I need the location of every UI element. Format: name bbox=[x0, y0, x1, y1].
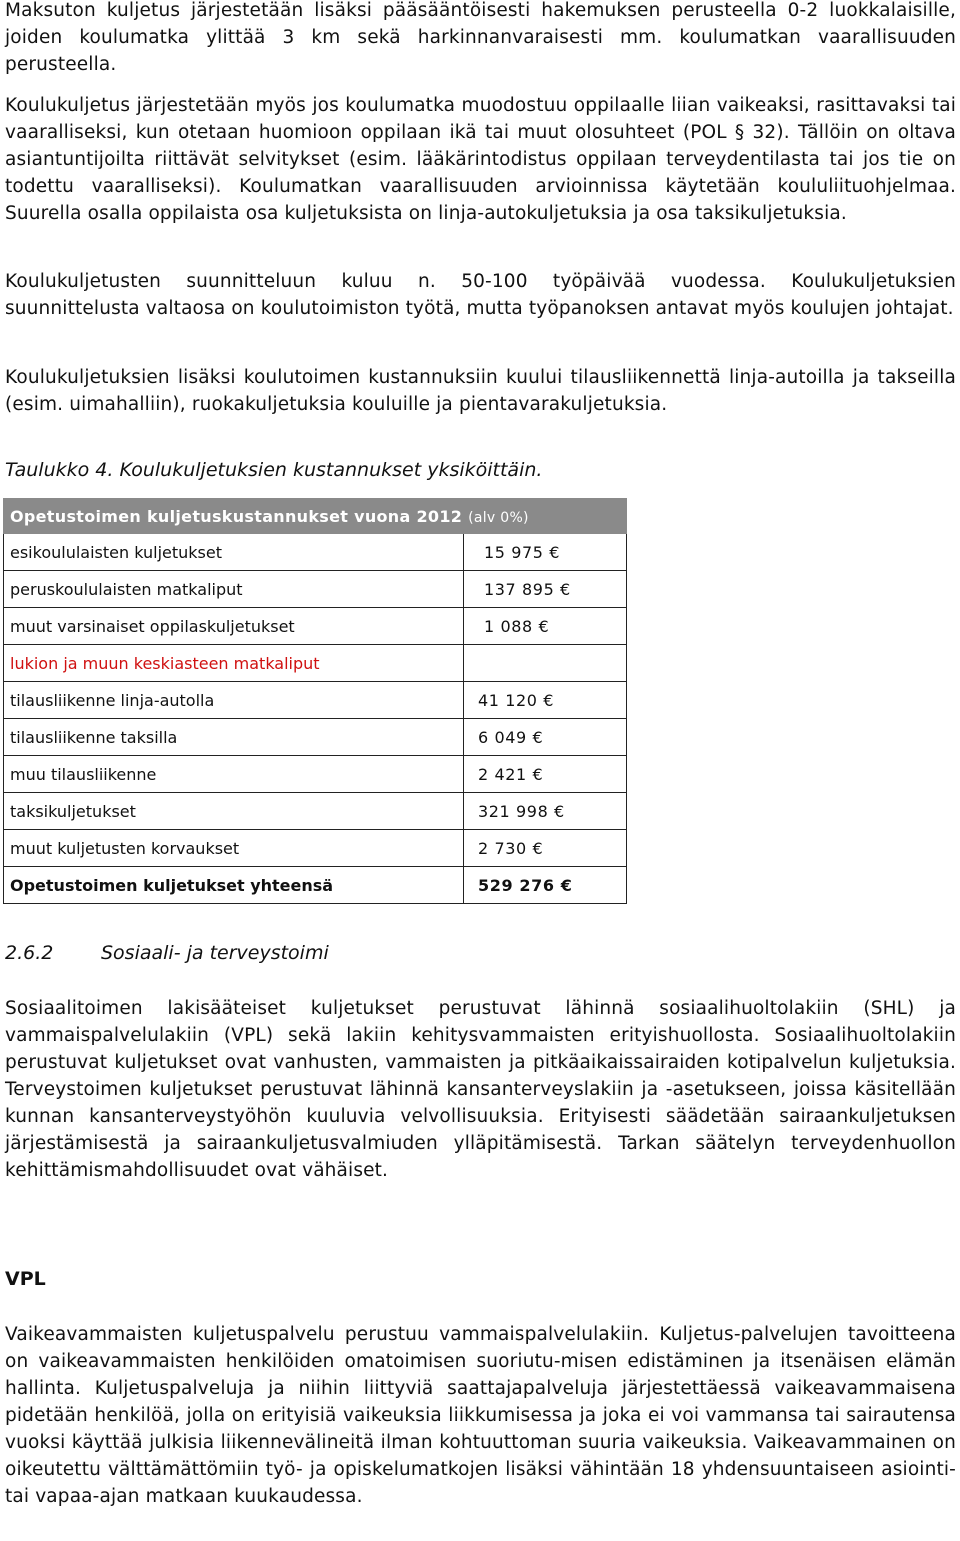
table-row bbox=[4, 645, 627, 682]
paragraph-school-transport-conditions: Koulukuljetus järjestetään myös jos koulumatka muodostuu oppilaalle liian vaikeaksi, rasittavaksi tai vaaralliseksi, kun otetaan huomioon oppilaan ikä tai muut olosuhteet (POL § 32). Tällöin on oltava asiantuntijoilta riittävät selvitykset (esim. lääkärintodistus oppilaan terveydentilasta tai jos tie on todettu vaaralliseksi). Koulumatkan vaarallisuuden arvioinnissa käytetään koululiituohjelmaa. Suurella osalla oppilaista osa kuljetuksista on linja-autokuljetuksia ja osa taksikuljetuksia. bbox=[5, 95, 956, 224]
amount-value bbox=[470, 654, 478, 673]
paragraph-social-health-transport: Sosiaalitoimen lakisääteiset kuljetukset perustuvat lähinnä sosiaalihuoltolakiin (SHL) ja vammaispalvelulakiin (VPL) sekä lakiin kehitysvammaisten erityishuollosta. Sosiaalihuoltolakiin perustuvat kuljetukset ovat vanhusten, vammaisten ja pitkäaikaissairaiden kotipalvelun kuljetuksia. Terveystoimen kuljetukset perustuvat lähinnä kansanterveyslakiin ja -asetukseen, joissa käsitellään kunnan kansanterveystyöhön kuuluvia velvollisuuksia. Erityisesti säädetään sairaankuljetuksen järjestämisestä ja sairaankuljetusvalmiuden ylläpitämisestä. Tarkan säätelyn terveydenhuollon kehittämismahdollisuudet ovat vähäiset. bbox=[5, 998, 956, 1181]
row-label: esikoululaisten kuljetukset bbox=[4, 534, 464, 571]
row-amount bbox=[464, 756, 627, 793]
row-amount bbox=[464, 534, 627, 571]
amount-value: 137 895 € bbox=[484, 579, 571, 599]
table-header-row bbox=[4, 499, 627, 534]
table-caption: Taulukko 4. Koulukuljetuksien kustannukset yksiköittäin. bbox=[5, 459, 543, 481]
paragraph-other-costs: Koulukuljetuksien lisäksi koulutoimen kustannuksiin kuului tilausliikennettä linja-autoilla ja takseilla (esim. uimahalliin), ruokakuljetuksia kouluille ja pientavarakuljetuksia. bbox=[5, 367, 956, 415]
total-amount-value: 529 276 € bbox=[478, 875, 573, 895]
row-amount bbox=[464, 793, 627, 830]
row-label: muu tilausliikenne bbox=[4, 756, 464, 793]
row-amount bbox=[464, 682, 627, 719]
table-row bbox=[4, 608, 627, 645]
row-label: peruskoululaisten matkaliput bbox=[4, 571, 464, 608]
amount-value: 321 998 € bbox=[478, 801, 565, 821]
row-label: tilausliikenne taksilla bbox=[4, 719, 464, 756]
paragraph-transport-planning: Koulukuljetusten suunnitteluun kuluu n. 50-100 työpäivää vuodessa. Koulukuljetuksien suunnittelusta valtaosa on koulutoimiston työtä, mutta työpanoksen antavat myös koulujen johtajat. bbox=[5, 271, 956, 319]
total-label: Opetustoimen kuljetukset yhteensä bbox=[4, 867, 464, 904]
row-amount bbox=[464, 830, 627, 867]
table-row bbox=[4, 534, 627, 571]
amount-value: 1 088 € bbox=[484, 616, 550, 636]
table-row bbox=[4, 756, 627, 793]
total-amount bbox=[464, 867, 627, 904]
row-label: tilausliikenne linja-autolla bbox=[4, 682, 464, 719]
section-heading bbox=[5, 940, 329, 967]
row-label: muut kuljetusten korvaukset bbox=[4, 830, 464, 867]
table-row bbox=[4, 571, 627, 608]
amount-value: 15 975 € bbox=[484, 542, 561, 562]
table-row bbox=[4, 793, 627, 830]
row-amount bbox=[464, 645, 627, 682]
amount-value: 6 049 € bbox=[478, 727, 544, 747]
amount-value: 41 120 € bbox=[478, 690, 555, 710]
table-header-vat: (alv 0%) bbox=[468, 509, 529, 526]
table-row bbox=[4, 682, 627, 719]
row-amount bbox=[464, 608, 627, 645]
table-total-row bbox=[4, 867, 627, 904]
amount-value: 2 730 € bbox=[478, 838, 544, 858]
table-row bbox=[4, 830, 627, 867]
table-header-cell bbox=[4, 499, 627, 534]
row-label: taksikuljetukset bbox=[4, 793, 464, 830]
row-label: lukion ja muun keskiasteen matkaliput bbox=[4, 645, 464, 682]
row-amount bbox=[464, 571, 627, 608]
paragraph-free-transport: Maksuton kuljetus järjestetään lisäksi pääsääntöisesti hakemuksen perusteella 0-2 luokkalaisille, joiden koulumatka ylittää 3 km sekä harkinnanvaraisesti mm. koulumatkan vaarallisuuden perusteella. bbox=[5, 0, 956, 75]
section-number: 2.6.2 bbox=[5, 942, 54, 964]
table-row bbox=[4, 719, 627, 756]
row-amount bbox=[464, 719, 627, 756]
vpl-heading: VPL bbox=[5, 1268, 46, 1290]
amount-value: 2 421 € bbox=[478, 764, 544, 784]
transport-costs-table bbox=[3, 498, 627, 904]
paragraph-vpl-transport: Vaikeavammaisten kuljetuspalvelu perustuu vammaispalvelulakiin. Kuljetus-palvelujen tavoitteena on vaikeavammaisten henkilöiden omatoimisen suoriutu-misen edistäminen ja itsenäisen elämän hallinta. Kuljetuspalveluja ja niihin liittyviä saattajapalveluja järjestettäessä vaikeavammaisena pidetään henkilöä, jolla on erityisiä vaikeuksia liikkumisessa ja joka ei voi vammansa tai sairautensa vuoksi käyttää julkisia liikennevälineitä ilman kohtuuttoman suuria vaikeuksia. Vaikeavammainen on oikeutettu välttämättömiin työ- ja opiskelumatkojen lisäksi vähintään 18 yhdensuuntaiseen asiointi- tai vapaa-ajan matkaan kuukaudessa. bbox=[5, 1324, 956, 1507]
row-label: muut varsinaiset oppilaskuljetukset bbox=[4, 608, 464, 645]
table-header-title: Opetustoimen kuljetuskustannukset vuona 2012 bbox=[10, 506, 463, 526]
section-title-text: Sosiaali- ja terveystoimi bbox=[101, 942, 329, 964]
